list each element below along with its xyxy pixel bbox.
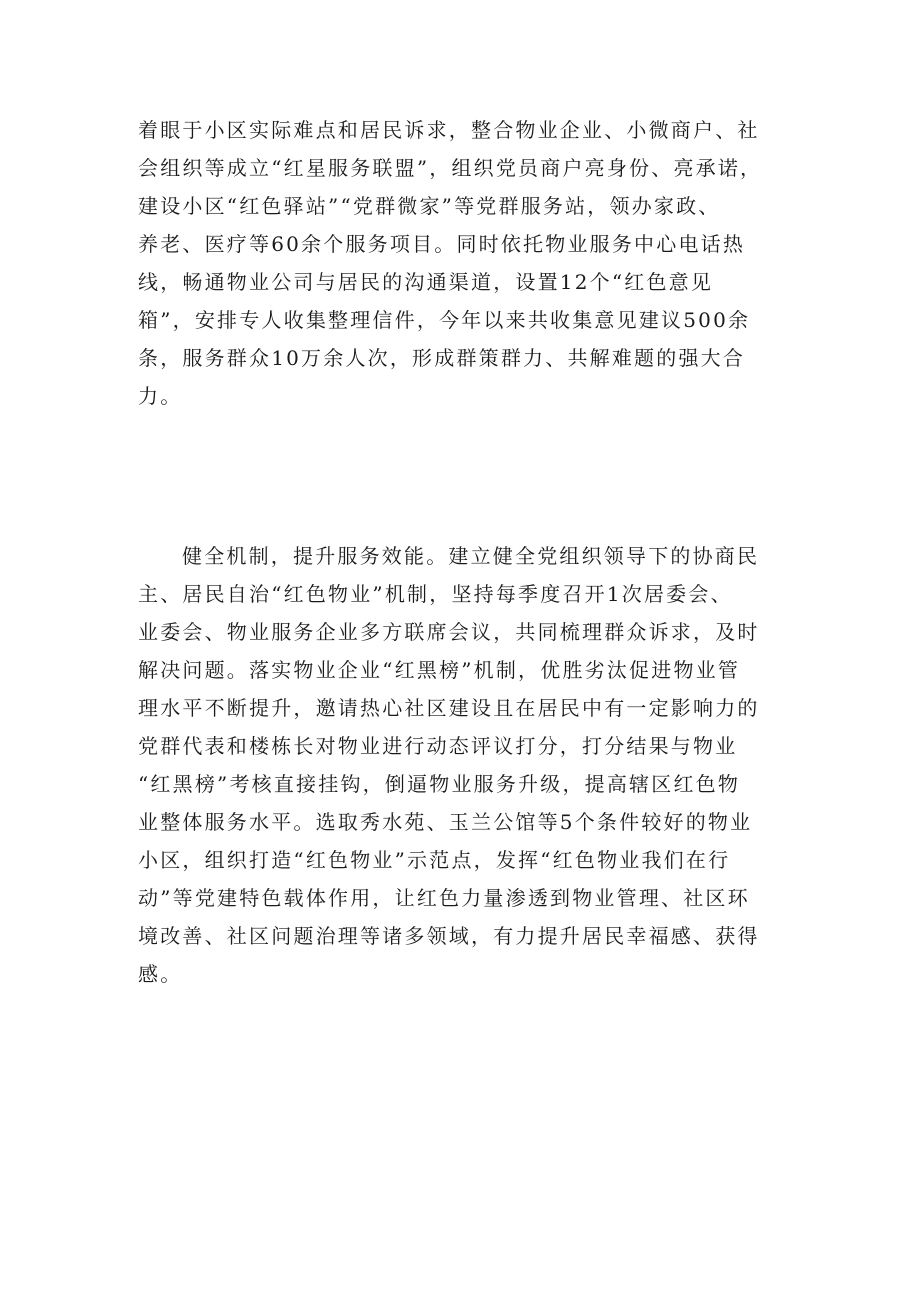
paragraph-line: 业委会、物业服务企业多方联席会议，共同梳理群众诉求，及时 — [138, 620, 760, 644]
paragraph-first-line: 健全机制，提升服务效能。建立健全党组织领导下的协商民 — [182, 544, 760, 568]
paragraph-line: 理水平不断提升，邀请热心社区建设且在居民中有一定影响力的 — [138, 696, 760, 720]
paragraph-2 — [138, 537, 798, 993]
paragraph-line: 线，畅通物业公司与居民的沟通渠道，设置12个“红色意见 — [138, 270, 714, 294]
paragraph-line: 条，服务群众10万余人次，形成群策群力、共解难题的强大合 — [138, 346, 746, 370]
paragraph-line: 建设小区“红色驿站”“党群微家”等党群服务站，领办家政、 — [138, 194, 721, 218]
paragraph-line: 养老、医疗等60余个服务项目。同时依托物业服务中心电话热 — [138, 232, 746, 256]
paragraph-line: 党群代表和楼栋长对物业进行动态评议打分，打分结果与物业 — [138, 734, 738, 758]
paragraph-line: 箱”，安排专人收集整理信件，今年以来共收集意见建议500余 — [138, 308, 751, 332]
paragraph-line: 小区，组织打造“红色物业”示范点，发挥“红色物业我们在行 — [138, 848, 731, 872]
paragraph-line: 主、居民自治“红色物业”机制，坚持每季度召开1次居委会、 — [138, 582, 733, 606]
paragraph-line: 会组织等成立“红星服务联盟”，组织党员商户亮身份、亮承诺， — [138, 156, 763, 180]
paragraph-line: “红黑榜”考核直接挂钩，倒逼物业服务升级，提高辖区红色物 — [138, 772, 741, 796]
paragraph-line: 境改善、社区问题治理等诸多领域，有力提升居民幸福感、获得 — [138, 924, 760, 948]
paragraph-line: 感。 — [138, 962, 183, 986]
paragraph-line: 解决问题。落实物业企业“红黑榜”机制，优胜劣汰促进物业管 — [138, 658, 741, 682]
paragraph-line: 力。 — [138, 384, 183, 408]
paragraph-1 — [138, 111, 798, 415]
paragraph-line: 着眼于小区实际难点和居民诉求，整合物业企业、小微商户、社 — [138, 118, 760, 142]
paragraph-line: 动”等党建特色载体作用，让红色力量渗透到物业管理、社区环 — [138, 886, 750, 910]
paragraph-line: 业整体服务水平。选取秀水苑、玉兰公馆等5个条件较好的物业 — [138, 810, 753, 834]
